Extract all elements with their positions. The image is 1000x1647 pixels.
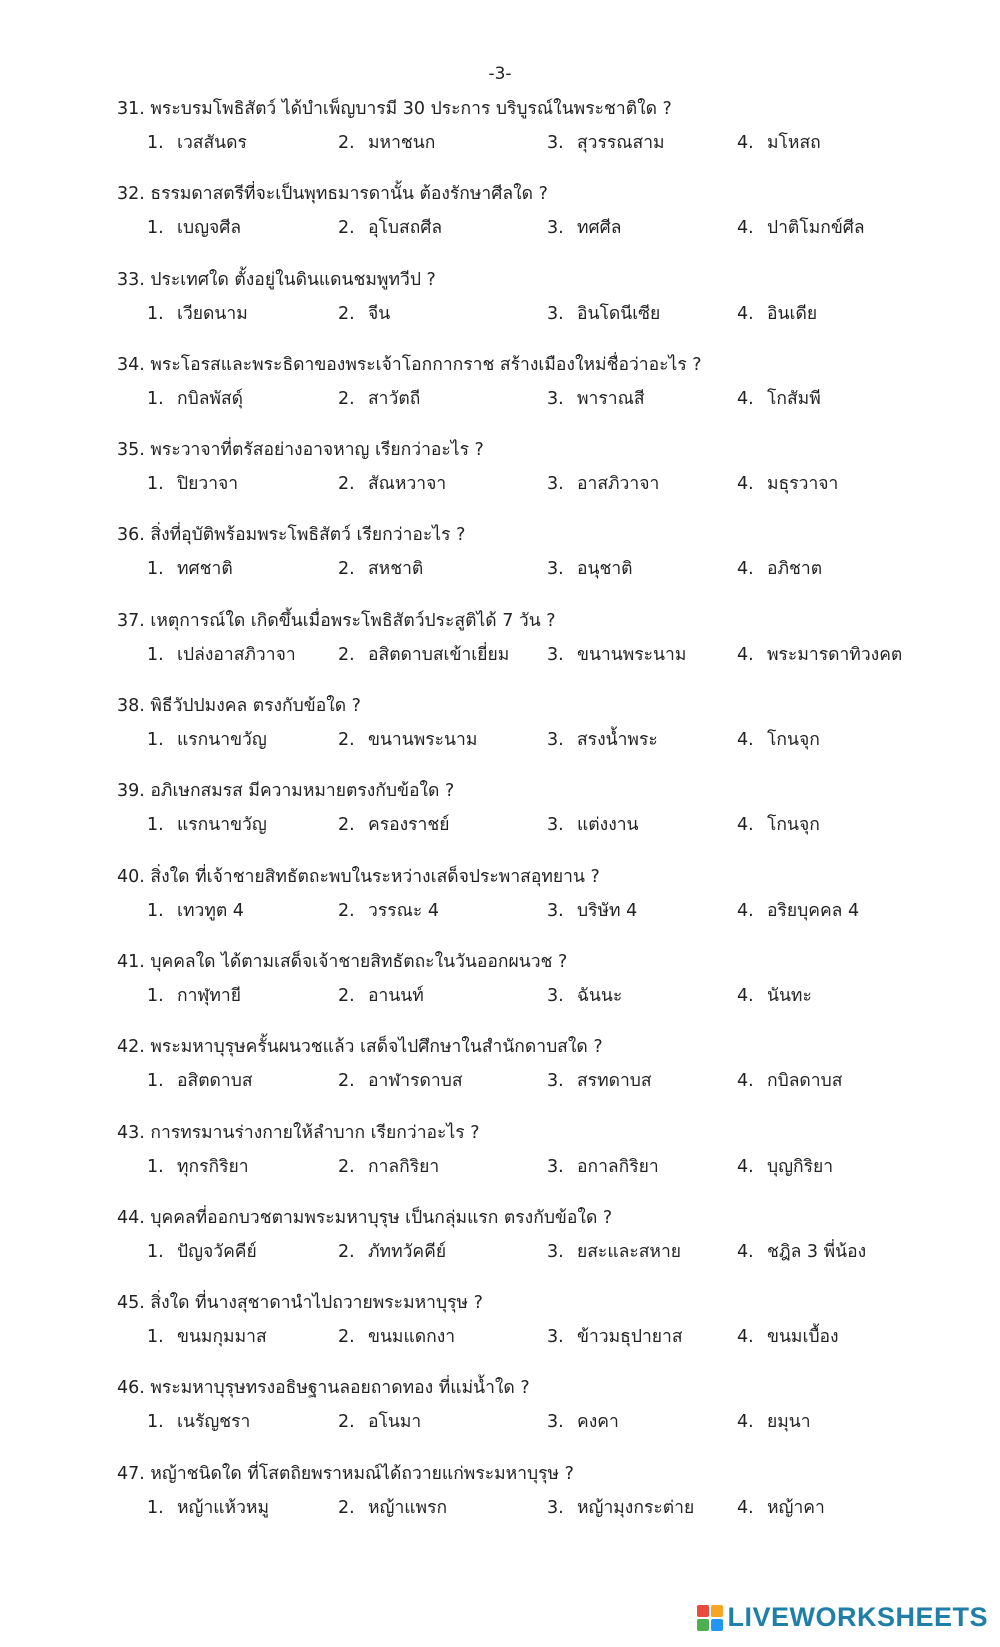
- option-label: ชฎิล 3 พี่น้อง: [767, 1241, 867, 1262]
- option-number: 2.: [338, 644, 355, 665]
- question-text: 41. บุคคลใด ได้ตามเสด็จเจ้าชายสิทธัตถะในวันออกผนวช ?: [117, 951, 568, 972]
- question-text: 45. สิ่งใด ที่นางสุชาดานำไปถวายพระมหาบุรุษ ?: [117, 1293, 483, 1314]
- brand-wordmark: LIVEWORKSHEETS: [727, 1602, 988, 1632]
- option-number: 1.: [147, 1241, 164, 1262]
- option-number: 3.: [547, 133, 564, 153]
- option-number: 2.: [338, 1497, 355, 1518]
- option-label: นันทะ: [767, 985, 812, 1006]
- answer-option[interactable]: [338, 299, 390, 327]
- question-text: 42. พระมหาบุรุษครั้นผนวชแล้ว เสด็จไปศึกษาในสำนักดาบสใด ?: [117, 1037, 603, 1058]
- page-number: -3-: [488, 64, 512, 84]
- option-label: อนุชาติ: [577, 559, 633, 580]
- option-number: 4.: [737, 1412, 754, 1433]
- option-number: 1.: [147, 388, 164, 409]
- option-number: 4.: [737, 730, 754, 751]
- question-item: [117, 92, 977, 177]
- option-number: 1.: [147, 985, 164, 1006]
- answer-option[interactable]: [338, 810, 450, 838]
- answer-option[interactable]: [547, 810, 639, 838]
- option-number: 3.: [547, 559, 564, 580]
- option-label: บริษัท 4: [577, 900, 638, 921]
- option-number: 4.: [737, 900, 754, 921]
- option-label: เทวทูต 4: [177, 900, 244, 921]
- option-label: โกนจุก: [767, 815, 820, 836]
- answer-options: [117, 128, 977, 156]
- question-list: [117, 92, 977, 1542]
- option-label: สุวรรณสาม: [577, 133, 665, 153]
- answer-option[interactable]: [147, 1407, 250, 1435]
- option-number: 2.: [338, 900, 355, 921]
- question-text: 43. การทรมานร่างกายให้ลำบาก เรียกว่าอะไร ?: [117, 1122, 480, 1143]
- option-label: กาลกิริยา: [368, 1156, 440, 1177]
- option-number: 2.: [338, 1156, 355, 1177]
- answer-option[interactable]: [547, 981, 622, 1009]
- answer-option[interactable]: [147, 981, 241, 1009]
- answer-options: [117, 1493, 977, 1521]
- answer-option[interactable]: [737, 1066, 842, 1094]
- answer-options: [117, 384, 977, 412]
- option-label: ภัททวัคคีย์: [368, 1241, 447, 1262]
- option-label: อินเดีย: [767, 303, 818, 324]
- question-item: [117, 348, 977, 433]
- option-number: 3.: [547, 644, 564, 665]
- option-number: 2.: [338, 474, 355, 495]
- question-item: [117, 774, 977, 859]
- answer-option[interactable]: [547, 554, 633, 582]
- option-label: หญ้ามุงกระต่าย: [577, 1497, 695, 1518]
- answer-option[interactable]: [338, 896, 439, 924]
- answer-option[interactable]: [737, 213, 865, 241]
- question-text: 38. พิธีวัปปมงคล ตรงกับข้อใด ?: [117, 696, 361, 717]
- question-item: [117, 1116, 977, 1201]
- answer-option[interactable]: [338, 1152, 439, 1180]
- question-item: [117, 1030, 977, 1115]
- option-number: 4.: [737, 1156, 754, 1177]
- option-label: ทศศีล: [577, 218, 622, 239]
- answer-option[interactable]: [338, 640, 509, 668]
- answer-option[interactable]: [547, 725, 658, 753]
- answer-option[interactable]: [147, 640, 296, 668]
- answer-options: [117, 213, 977, 241]
- question-text: 46. พระมหาบุรุษทรงอธิษฐานลอยถาดทอง ที่แม่น้ำใด ?: [117, 1378, 530, 1399]
- option-number: 3.: [547, 218, 564, 239]
- option-label: อสิตดาบส: [177, 1071, 253, 1092]
- option-label: เปล่งอาสภิวาจา: [177, 644, 296, 665]
- logo-square-blue: [711, 1619, 723, 1631]
- option-label: เนรัญชรา: [177, 1412, 251, 1433]
- answer-option[interactable]: [547, 1493, 694, 1521]
- option-number: 1.: [147, 644, 164, 665]
- answer-options: [117, 1322, 977, 1350]
- option-label: มโหสถ: [767, 133, 821, 153]
- option-label: มหาชนก: [368, 133, 436, 153]
- option-label: ขนมเบื้อง: [767, 1327, 839, 1348]
- answer-option[interactable]: [737, 810, 820, 838]
- question-item: [117, 263, 977, 348]
- answer-option[interactable]: [147, 1066, 253, 1094]
- option-label: โกสัมพี: [767, 388, 821, 409]
- question-item: [117, 604, 977, 689]
- option-number: 3.: [547, 1241, 564, 1262]
- answer-option[interactable]: [147, 1322, 267, 1350]
- option-number: 3.: [547, 815, 564, 836]
- option-number: 2.: [338, 730, 355, 751]
- option-label: เบญจศีล: [177, 218, 242, 239]
- option-label: แรกนาขวัญ: [177, 730, 267, 751]
- answer-option[interactable]: [147, 810, 267, 838]
- option-label: ข้าวมธุปายาส: [577, 1327, 683, 1348]
- option-number: 2.: [338, 1241, 355, 1262]
- question-text: 35. พระวาจาที่ตรัสอย่างอาจหาญ เรียกว่าอะไร ?: [117, 440, 484, 461]
- option-number: 3.: [547, 1497, 564, 1518]
- question-item: [117, 860, 977, 945]
- option-label: อาสภิวาจา: [577, 474, 660, 495]
- answer-option[interactable]: [547, 1066, 652, 1094]
- question-item: [117, 1286, 977, 1371]
- option-label: แรกนาขวัญ: [177, 815, 267, 836]
- answer-option[interactable]: [737, 384, 821, 412]
- answer-option[interactable]: [547, 1407, 619, 1435]
- answer-option[interactable]: [338, 1407, 421, 1435]
- option-number: 1.: [147, 303, 164, 324]
- option-number: 4.: [737, 303, 754, 324]
- answer-option[interactable]: [737, 299, 817, 327]
- option-number: 1.: [147, 1412, 164, 1433]
- option-label: บุญกิริยา: [767, 1156, 834, 1177]
- option-label: อุโบสถศีล: [368, 218, 443, 239]
- answer-option[interactable]: [147, 213, 241, 241]
- answer-option[interactable]: [737, 469, 838, 497]
- answer-option[interactable]: [737, 1322, 839, 1350]
- option-number: 2.: [338, 985, 355, 1006]
- question-item: [117, 433, 977, 518]
- option-label: ยมุนา: [767, 1412, 811, 1433]
- option-number: 1.: [147, 730, 164, 751]
- answer-options: [117, 554, 977, 582]
- answer-option[interactable]: [147, 896, 244, 924]
- option-label: ยสะและสหาย: [577, 1241, 682, 1262]
- answer-option[interactable]: [147, 469, 238, 497]
- option-number: 2.: [338, 559, 355, 580]
- question-text: 34. พระโอรสและพระธิดาของพระเจ้าโอกกากราช สร้างเมืองใหม่ชื่อว่าอะไร ?: [117, 354, 702, 375]
- answer-option[interactable]: [147, 1152, 249, 1180]
- question-item: [117, 518, 977, 603]
- option-number: 3.: [547, 1156, 564, 1177]
- answer-option[interactable]: [547, 299, 660, 327]
- option-label: ขนานพระนาม: [577, 644, 687, 665]
- option-number: 1.: [147, 900, 164, 921]
- question-text: 47. หญ้าชนิดใด ที่โสตถิยพราหมณ์ได้ถวายแก่พระมหาบุรุษ ?: [117, 1463, 574, 1484]
- logo-square-orange: [711, 1605, 723, 1617]
- question-text: 33. ประเทศใด ตั้งอยู่ในดินแดนชมพูทวีป ?: [117, 269, 436, 290]
- option-number: 3.: [547, 303, 564, 324]
- option-label: ปิยวาจา: [177, 474, 239, 495]
- option-number: 2.: [338, 133, 355, 153]
- option-label: หญ้าแพรก: [368, 1497, 448, 1518]
- option-number: 3.: [547, 730, 564, 751]
- answer-option[interactable]: [147, 384, 243, 412]
- answer-options: [117, 1407, 977, 1435]
- option-number: 4.: [737, 815, 754, 836]
- answer-option[interactable]: [338, 1322, 455, 1350]
- option-number: 2.: [338, 815, 355, 836]
- answer-option[interactable]: [338, 128, 435, 156]
- answer-option[interactable]: [547, 384, 645, 412]
- answer-option[interactable]: [547, 896, 637, 924]
- option-number: 4.: [737, 388, 754, 409]
- liveworksheets-logo-icon: [697, 1605, 723, 1631]
- answer-option[interactable]: [147, 554, 233, 582]
- question-item: [117, 1457, 977, 1542]
- option-label: สรงน้ำพระ: [577, 730, 658, 751]
- option-label: แต่งงาน: [577, 815, 639, 836]
- answer-option[interactable]: [338, 1493, 447, 1521]
- option-number: 3.: [547, 1327, 564, 1348]
- option-label: วรรณะ 4: [368, 900, 439, 921]
- option-number: 1.: [147, 474, 164, 495]
- answer-options: [117, 1066, 977, 1094]
- option-number: 4.: [737, 644, 754, 665]
- option-number: 2.: [338, 1071, 355, 1092]
- answer-option[interactable]: [737, 1407, 811, 1435]
- option-number: 1.: [147, 1327, 164, 1348]
- answer-option[interactable]: [338, 1237, 446, 1265]
- option-label: หญ้าแห้วหมู: [177, 1497, 269, 1518]
- answer-option[interactable]: [547, 1237, 681, 1265]
- answer-options: [117, 981, 977, 1009]
- question-text: 39. อภิเษกสมรส มีความหมายตรงกับข้อใด ?: [117, 781, 455, 802]
- answer-option[interactable]: [547, 128, 665, 156]
- answer-options: [117, 469, 977, 497]
- option-label: อภิชาต: [767, 559, 823, 580]
- option-number: 3.: [547, 388, 564, 409]
- answer-option[interactable]: [547, 213, 621, 241]
- option-number: 4.: [737, 1071, 754, 1092]
- option-number: 1.: [147, 559, 164, 580]
- answer-option[interactable]: [147, 299, 248, 327]
- option-label: ฉันนะ: [577, 985, 623, 1006]
- option-label: สาวัตถี: [368, 388, 421, 409]
- option-number: 1.: [147, 218, 164, 239]
- answer-option[interactable]: [147, 725, 267, 753]
- option-label: สหชาติ: [368, 559, 424, 580]
- question-text: 36. สิ่งที่อุบัติพร้อมพระโพธิสัตว์ เรียกว่าอะไร ?: [117, 525, 466, 546]
- option-label: อโนมา: [368, 1412, 422, 1433]
- option-label: พระมารดาทิวงคต: [767, 644, 903, 665]
- question-item: [117, 689, 977, 774]
- option-number: 2.: [338, 303, 355, 324]
- option-label: เวสสันดร: [177, 133, 247, 153]
- option-label: อินโดนีเซีย: [577, 303, 661, 324]
- answer-option[interactable]: [547, 1152, 659, 1180]
- option-label: ปาติโมกข์ศีล: [767, 218, 865, 239]
- option-label: พาราณสี: [577, 388, 645, 409]
- answer-option[interactable]: [737, 725, 820, 753]
- answer-options: [117, 896, 977, 924]
- question-item: [117, 945, 977, 1030]
- option-number: 1.: [147, 1156, 164, 1177]
- option-number: 4.: [737, 559, 754, 580]
- option-number: 1.: [147, 133, 164, 153]
- answer-option[interactable]: [737, 896, 859, 924]
- option-number: 1.: [147, 1071, 164, 1092]
- option-number: 3.: [547, 985, 564, 1006]
- option-label: สัณหวาจา: [368, 474, 447, 495]
- answer-options: [117, 810, 977, 838]
- option-number: 3.: [547, 900, 564, 921]
- question-text: 31. พระบรมโพธิสัตว์ ได้บำเพ็ญบารมี 30 ประการ บริบูรณ์ในพระชาติใด ?: [117, 99, 672, 119]
- option-label: ทุกรกิริยา: [177, 1156, 249, 1177]
- option-label: กบิลดาบส: [767, 1071, 843, 1092]
- option-number: 4.: [737, 1497, 754, 1518]
- option-label: กบิลพัสดุ์: [177, 388, 244, 409]
- option-number: 3.: [547, 1071, 564, 1092]
- answer-option[interactable]: [737, 981, 812, 1009]
- answer-options: [117, 299, 977, 327]
- option-label: ทศชาติ: [177, 559, 233, 580]
- question-text: 37. เหตุการณ์ใด เกิดขึ้นเมื่อพระโพธิสัตว์ประสูติได้ 7 วัน ?: [117, 610, 556, 631]
- answer-option[interactable]: [147, 128, 247, 156]
- option-label: อาฬารดาบส: [368, 1071, 463, 1092]
- logo-square-green: [697, 1619, 709, 1631]
- option-number: 2.: [338, 388, 355, 409]
- option-label: มธุรวาจา: [767, 474, 839, 495]
- option-number: 3.: [547, 474, 564, 495]
- option-number: 1.: [147, 1497, 164, 1518]
- option-label: ขนานพระนาม: [368, 730, 478, 751]
- option-number: 2.: [338, 1412, 355, 1433]
- answer-options: [117, 725, 977, 753]
- option-label: ขนมแดกงา: [368, 1327, 456, 1348]
- answer-option[interactable]: [547, 1322, 683, 1350]
- option-number: 4.: [737, 985, 754, 1006]
- option-label: อสิตดาบสเข้าเยี่ยม: [368, 644, 510, 665]
- option-label: โกนจุก: [767, 730, 820, 751]
- answer-option[interactable]: [338, 981, 424, 1009]
- answer-option[interactable]: [338, 1066, 463, 1094]
- option-number: 4.: [737, 1241, 754, 1262]
- option-label: ขนมกุมมาส: [177, 1327, 267, 1348]
- option-label: เวียดนาม: [177, 303, 248, 324]
- option-label: อกาลกิริยา: [577, 1156, 659, 1177]
- option-number: 4.: [737, 133, 754, 153]
- answer-option[interactable]: [338, 725, 477, 753]
- option-label: ปัญจวัคคีย์: [177, 1241, 257, 1262]
- answer-option[interactable]: [737, 1152, 833, 1180]
- answer-option[interactable]: [737, 1493, 825, 1521]
- question-text: 40. สิ่งใด ที่เจ้าชายสิทธัตถะพบในระหว่างเสด็จประพาสอุทยาน ?: [117, 866, 600, 887]
- question-text: 32. ธรรมดาสตรีที่จะเป็นพุทธมารดานั้น ต้องรักษาศีลใด ?: [117, 184, 548, 205]
- question-item: [117, 1371, 977, 1456]
- answer-option[interactable]: [147, 1493, 269, 1521]
- logo-square-red: [697, 1605, 709, 1617]
- option-number: 4.: [737, 474, 754, 495]
- question-text: 44. บุคคลที่ออกบวชตามพระมหาบุรุษ เป็นกลุ่มแรก ตรงกับข้อใด ?: [117, 1207, 613, 1228]
- answer-option[interactable]: [547, 469, 659, 497]
- option-number: 4.: [737, 1327, 754, 1348]
- option-number: 2.: [338, 1327, 355, 1348]
- answer-option[interactable]: [737, 640, 902, 668]
- option-number: 1.: [147, 815, 164, 836]
- option-label: กาฬุทายี: [177, 985, 242, 1006]
- option-label: ครองราชย์: [368, 815, 450, 836]
- answer-option[interactable]: [338, 469, 446, 497]
- option-label: หญ้าคา: [767, 1497, 825, 1518]
- option-number: 3.: [547, 1412, 564, 1433]
- question-item: [117, 177, 977, 262]
- option-label: คงคา: [577, 1412, 619, 1433]
- liveworksheets-branding: [697, 1602, 988, 1633]
- question-item: [117, 1201, 977, 1286]
- option-label: อริยบุคคล 4: [767, 900, 860, 921]
- answer-option[interactable]: [547, 640, 686, 668]
- answer-option[interactable]: [737, 128, 821, 156]
- answer-options: [117, 1152, 977, 1180]
- answer-option[interactable]: [737, 1237, 866, 1265]
- answer-option[interactable]: [338, 213, 442, 241]
- answer-options: [117, 1237, 977, 1265]
- option-label: สรทดาบส: [577, 1071, 652, 1092]
- answer-option[interactable]: [338, 554, 423, 582]
- answer-option[interactable]: [147, 1237, 257, 1265]
- answer-option[interactable]: [338, 384, 420, 412]
- option-label: จีน: [368, 303, 391, 324]
- answer-option[interactable]: [737, 554, 822, 582]
- option-number: 2.: [338, 218, 355, 239]
- answer-options: [117, 640, 977, 668]
- option-label: อานนท์: [368, 985, 424, 1006]
- option-number: 4.: [737, 218, 754, 239]
